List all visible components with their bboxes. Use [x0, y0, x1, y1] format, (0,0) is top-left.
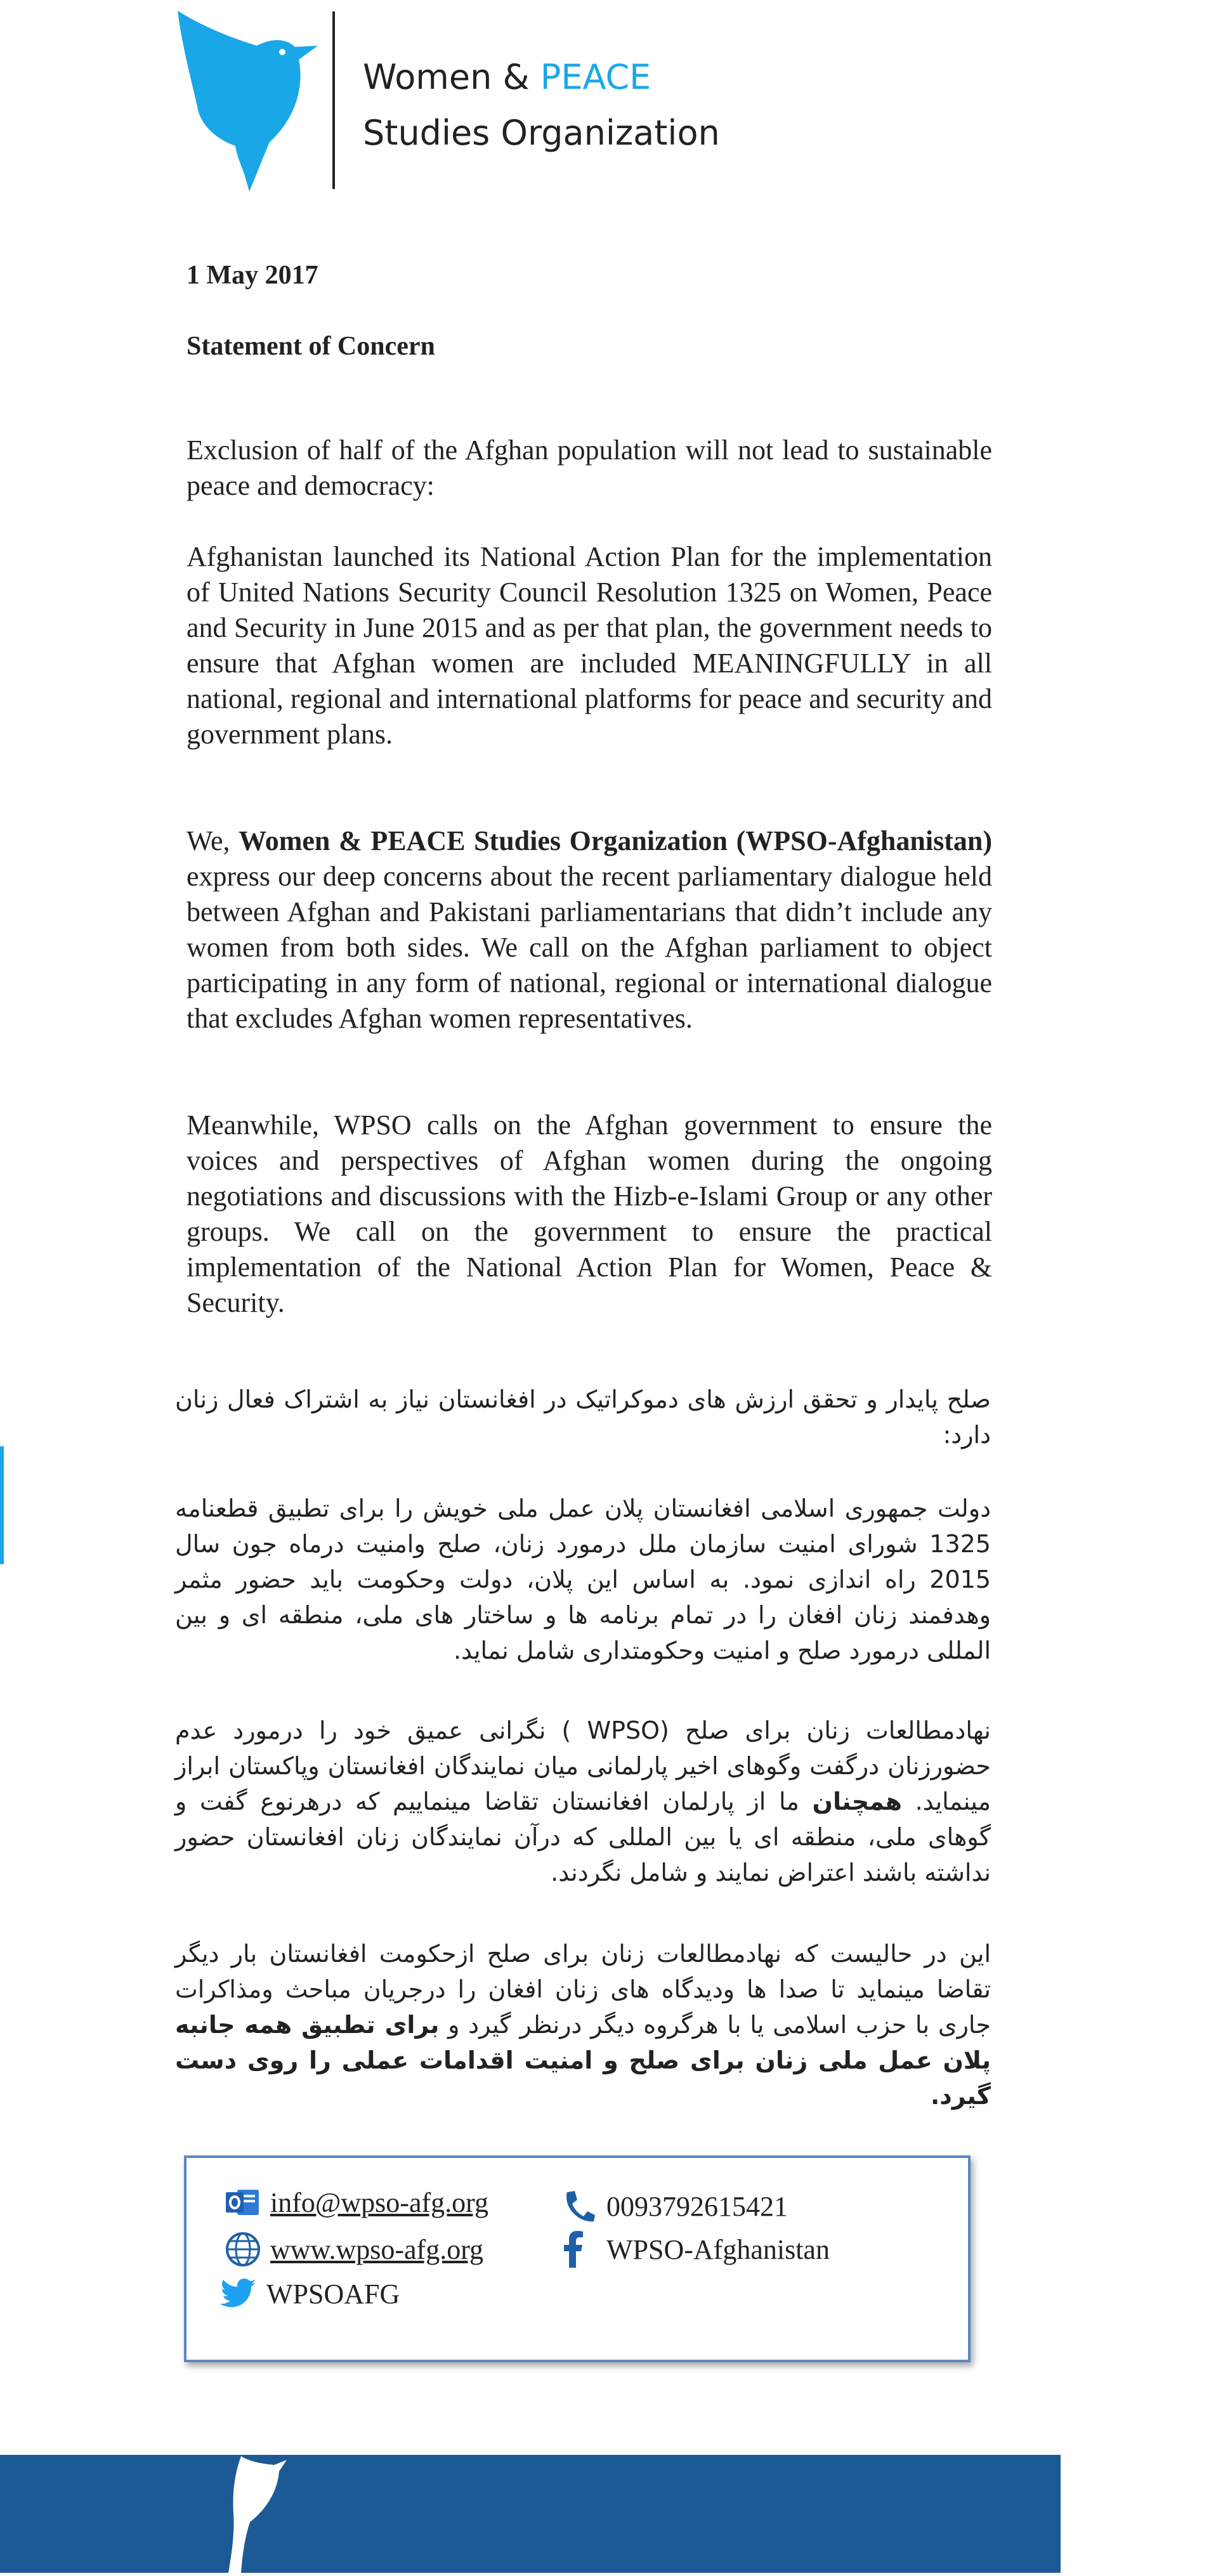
persian-paragraph-3-b: ما از پارلمان افغانستان تقاضا مینماییم که درهرنوع گفت و گوهای ملی، منطقه ای یا بین المللی که درآن نمایندگان زنان افغانستان حضور نداشته باشند اعتراض نمایند و شامل نگردند. — [175, 1788, 991, 1886]
contact-phone[interactable] — [561, 2187, 788, 2225]
english-paragraph-2: Afghanistan launched its National Action Plan for the implementation of United Nations Security Council Resolution 1325 on Women, Peace and Security in June 2015 and as per that plan, the government needs to ensure that Afghan women are included MEANINGFULLY in all national, regional and international platforms for peace and security and government plans. — [186, 541, 992, 750]
phone-number: 0093792615421 — [606, 2190, 788, 2222]
contact-email[interactable] — [225, 2183, 488, 2221]
logo-divider — [332, 11, 335, 189]
persian-paragraph-1: صلح پایدار و تحقق ارزش های دموکراتیک در افغانستان نیاز به اشتراک فعال زنان دارد: — [175, 1385, 991, 1449]
english-paragraph-3-lead: We, — [186, 825, 239, 856]
org-name-women: Women & — [363, 57, 540, 97]
dove-icon — [174, 8, 320, 195]
footer-band — [0, 2455, 1061, 2573]
edge-marker — [0, 1446, 4, 1564]
contact-box — [184, 2155, 971, 2362]
persian-paragraph-3 — [175, 1713, 991, 1890]
persian-paragraph-3-a: نهادمطالعات زنان برای صلح (WPSO ) نگرانی عمیق خود را درمورد عدم حضورزنان درگفت وگوهای اخیر پارلمانی میان نمایندگان افغانستان وپاکستان ابراز مینماید. — [175, 1716, 991, 1815]
footer-dove-icon — [228, 2456, 304, 2576]
outlook-icon — [225, 2183, 264, 2221]
statement-date: 1 May 2017 — [186, 261, 318, 290]
org-name-peace: PEACE — [540, 57, 651, 97]
facebook-icon — [561, 2230, 600, 2268]
persian-paragraph-4 — [175, 1936, 991, 2114]
organization-name — [363, 49, 720, 161]
english-paragraph-3-rest: express our deep concerns about the recent parliamentary dialogue held between Afghan and Pakistani parliamentarians that didn’t include any women from both sides. We call on the Afghan parliament to object participating in any form of national, regional or international dialogue that excludes Afghan women representatives. — [186, 861, 992, 1034]
globe-icon — [225, 2230, 264, 2268]
statement-title: Statement of Concern — [186, 332, 435, 361]
facebook-handle: WPSO-Afghanistan — [606, 2233, 830, 2265]
english-paragraph-1: Exclusion of half of the Afghan population will not lead to sustainable peace and democracy: — [186, 435, 992, 501]
english-paragraph-3 — [186, 823, 992, 1036]
phone-icon — [561, 2187, 600, 2225]
english-paragraph-4: Meanwhile, WPSO calls on the Afghan government to ensure the voices and perspectives of Afghan women during the ongoing negotiations and discussions with the Hizb-e-Islami Group or any other groups. We call on the government to ensure the practical implementation of the National Action Plan for Women, Peace & Security. — [186, 1109, 992, 1318]
contact-website[interactable] — [225, 2230, 483, 2268]
org-name-line2: Studies Organization — [363, 113, 720, 153]
persian-paragraph-4-bold: برای تطبیق همه جانبه پلان عمل ملی زنان برای صلح و امنیت اقدامات عملی را روی دست گیرد. — [175, 2011, 991, 2110]
contact-twitter[interactable] — [221, 2275, 400, 2313]
website-link[interactable]: www.wpso-afg.org — [270, 2233, 484, 2265]
contact-facebook[interactable] — [561, 2230, 830, 2268]
twitter-icon — [221, 2275, 260, 2313]
persian-paragraph-4-a: این در حالیست که نهادمطالعات زنان برای صلح ازحکومت افغانستان بار دیگر تقاضا مینماید تا صدا ها ودیدگاه های زنان افغان را درجریان مباحث ومذاکرات جاری با حزب اسلامی یا با هرگروه دیگر درنظر گیرد و — [175, 1940, 991, 2039]
email-link[interactable]: info@wpso-afg.org — [270, 2187, 488, 2218]
twitter-handle: WPSOAFG — [266, 2278, 400, 2310]
english-paragraph-3-org: Women & PEACE Studies Organization (WPSO-Afghanistan) — [239, 825, 992, 856]
persian-paragraph-2: دولت جمهوری اسلامی افغانستان پلان عمل ملی خویش را برای تطبیق قطعنامه 1325 شورای امنیت سازمان ملل درمورد زنان، صلح وامنیت درماه جون سال 2015 راه اندازی نمود. به اساس این پلان، دولت وحکومت باید حضور مثمر وهدفمند زنان افغان را در تمام برنامه ها و ساختار های ملی، منطقه ای و بین المللی درمورد صلح و امنیت وحکومتداری شامل نماید. — [175, 1494, 991, 1664]
persian-paragraph-3-bold: همچنان — [812, 1788, 902, 1815]
